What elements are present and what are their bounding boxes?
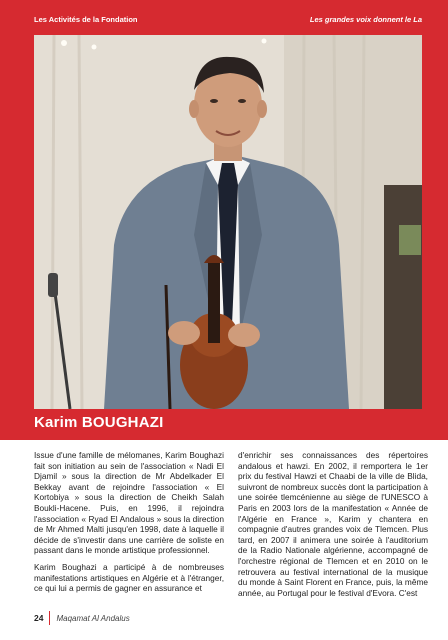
publication-name: Maqamat Al Andalus [56, 613, 130, 623]
section-subtitle: Les grandes voix donnent le La [309, 15, 422, 24]
page-number: 24 [34, 613, 44, 623]
page-footer [34, 610, 130, 626]
portrait-photo [34, 35, 422, 409]
article-left-column [34, 450, 224, 600]
paragraph: Karim Boughazi a participé à de nombreuses manifestations artistiques en Algérie et à l'étranger, ce qui lui a permis de gagner en assurance et [34, 561, 224, 594]
paragraph: d'enrichir ses connaissances des répertoires andalous et hawzi. En 2002, il remportera le 1er prix du festival Hawzi et Chaabi de la ville de Blida, suivront de nombreux succès dont la participation à une soirée tlemcénienne au siège de l'UNESCO à Paris en 2003 lors de la manifestation « Année de l'Algérie en France », Karim y chantera en compagnie d'autres grandes voix de Tlemcen. Plus tard, en 2007 il animera une soirée à l'auditorium de la Radio Nationale algérienne, accompagné de l'orchestre régional de Tlemcen et en 2010 on le retrouvera au festival international de la musique du monde à Saint Florent en France, puis, la même année, au Portugal pour le festival d'Evora. C'est [238, 450, 428, 598]
footer-divider [49, 611, 50, 625]
article-right-column [238, 450, 428, 600]
paragraph: Issue d'une famille de mélomanes, Karim Boughazi fait son initiation au sein de l'association « Nadi El Djamil » sous la direction de Mr Abdelkader El Bekkay avant de rejoindre l'association « El Kortobiya » sous la direction de Cheikh Salah Boukli-Hacene. Puis, en 1996, il rejoindra l'association « Ryad El Andalous » sous la direction de Mr Ahmed Malti jusqu'en 1998, date à laquelle il décide de s'investir dans une carrière de soliste en passant dans le monde artistique professionnel. [34, 450, 224, 556]
section-title: Les Activités de la Fondation [34, 15, 138, 24]
artist-name-heading: Karim BOUGHAZI [34, 414, 164, 431]
